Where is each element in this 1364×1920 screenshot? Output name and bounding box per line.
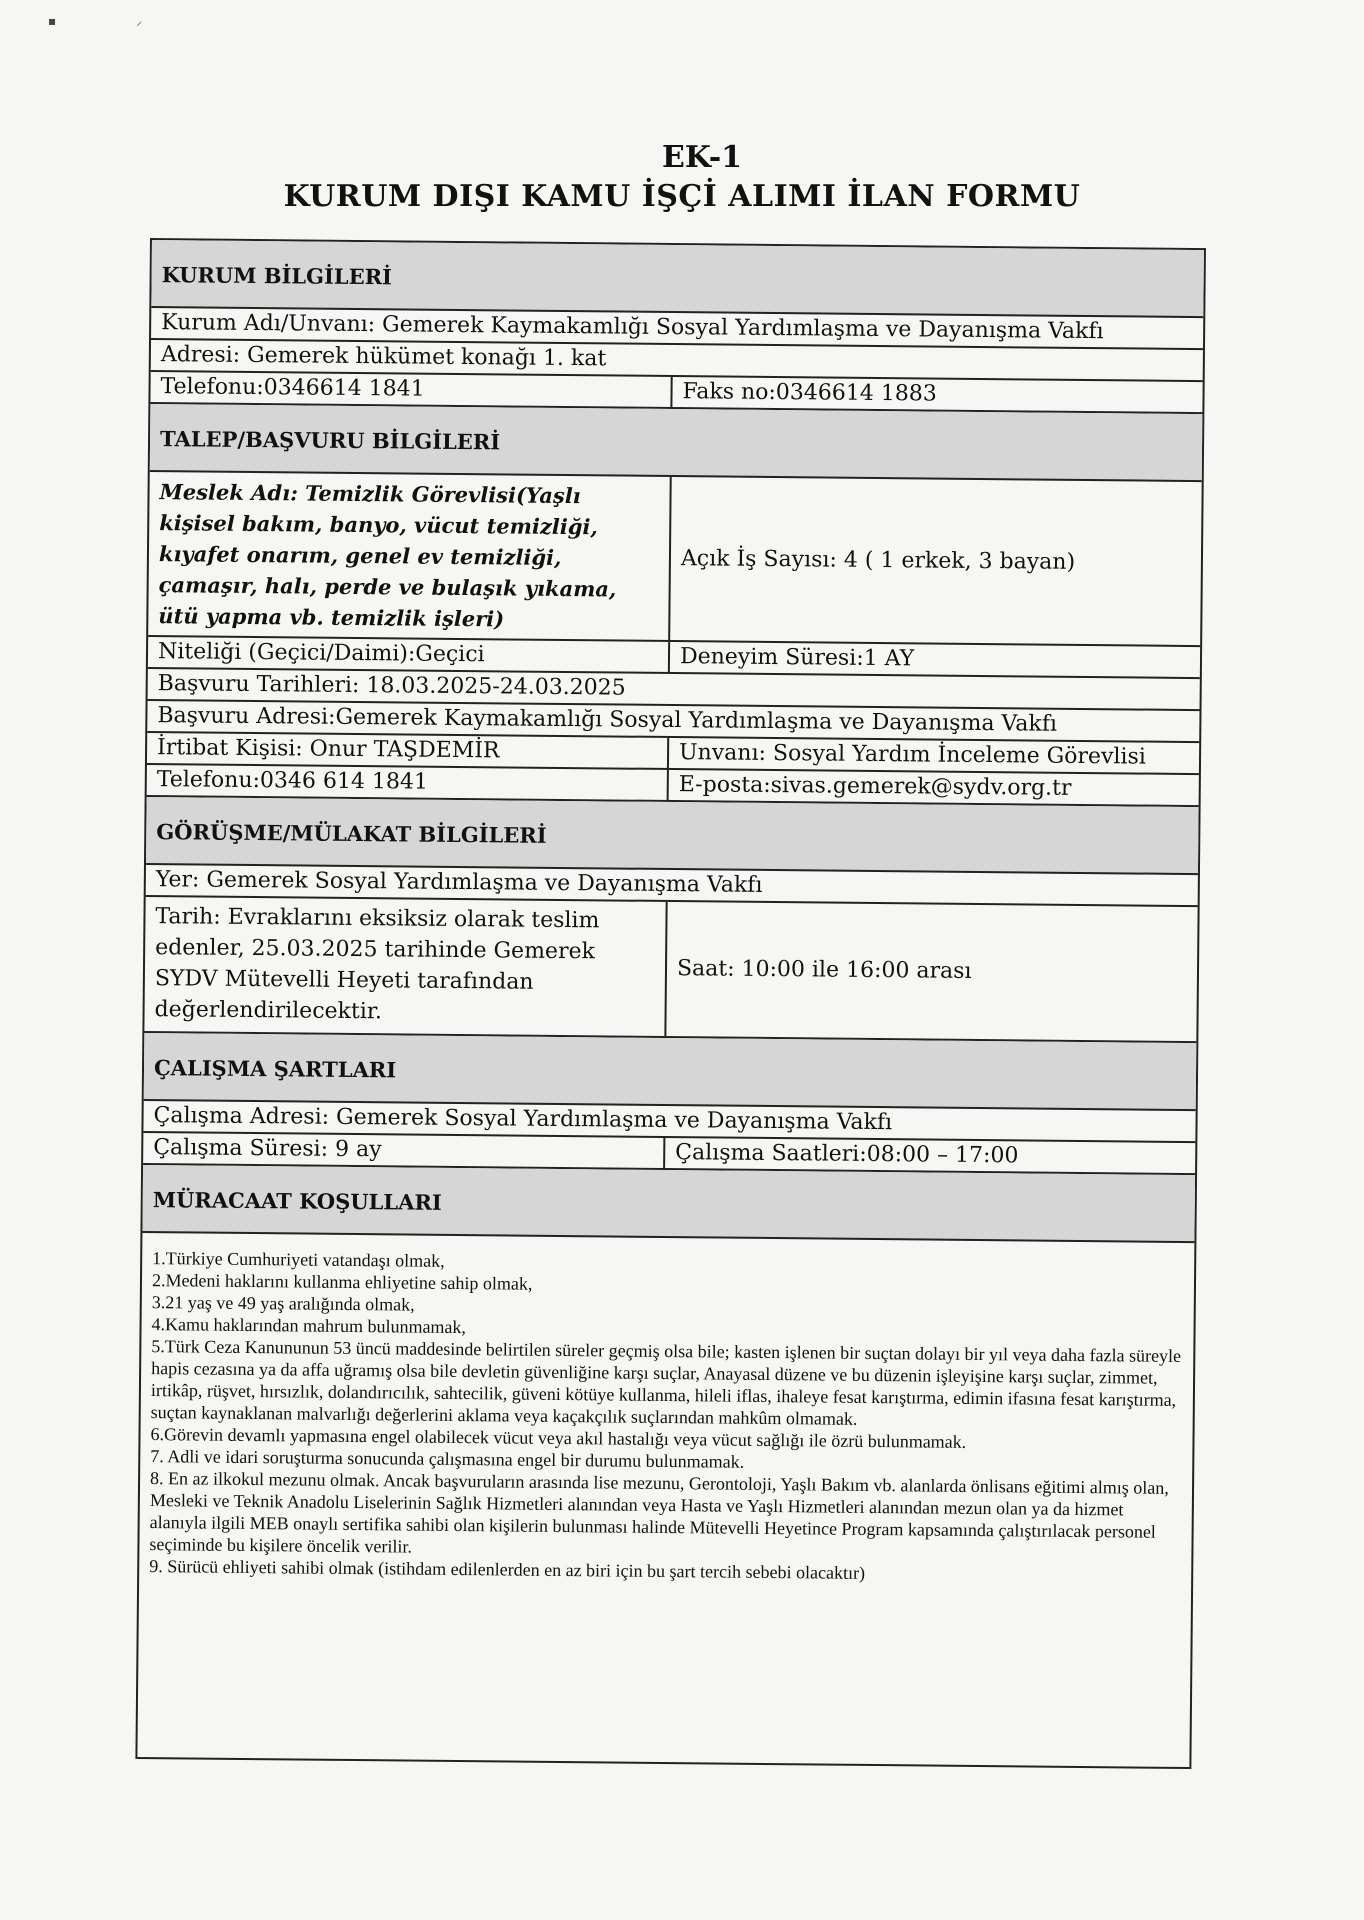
irtibat-unvan: Unvanı: Sosyal Yardım İnceleme Görevlisi — [678, 740, 1146, 770]
scan-specks: ▪ ⸝ — [48, 14, 143, 28]
calisma-suresi: Çalışma Süresi: 9 ay — [143, 1133, 665, 1168]
kosul-item: 9. Sürücü ehliyeti sahibi olmak (istihdam edilenlerden en az biri için bu şart tercih sebebi olacaktır) — [149, 1556, 866, 1583]
section-muracaat: MÜRACAAT KOŞULLARI — [142, 1165, 1195, 1243]
kosul-item: 4.Kamu haklarından mahrum bulunmamak, — [151, 1314, 467, 1338]
kosul-item: 7. Adli ve idari soruşturma sonucunda çalışmasına engel bir durumu bulunmamak. — [150, 1446, 745, 1472]
kurum-adi: Kurum Adı/Unvanı: Gemerek Kaymakamlığı Sosyal Yardımlaşma ve Dayanışma Vakfı — [161, 310, 1104, 345]
basvuru-tarihleri: Başvuru Tarihleri: 18.03.2025-24.03.2025 — [157, 671, 626, 701]
section-kurum: KURUM BİLGİLERİ — [151, 240, 1204, 318]
row-meslek — [148, 472, 1202, 647]
row-gorusme-tarih — [144, 897, 1197, 1043]
kurum-telefon: Telefonu:0346614 1841 — [150, 372, 672, 407]
form-title: KURUM DIŞI KAMU İŞÇİ ALIMI İLAN FORMU — [283, 179, 1081, 214]
irtibat-telefon: Telefonu:0346 614 1841 — [147, 765, 669, 800]
meslek-adi: Meslek Adı: Temizlik Görevlisi(Yaşlı kişisel bakım, banyo, vücut temizliği, kıyafet onarım, genel ev temizliği, çamaşır, halı, perde ve bulaşık yıkama, ütü yapma vb. temizlik işleri) — [148, 472, 672, 640]
deneyim-suresi: Deneyim Süresi:1 AY — [679, 644, 915, 672]
gorusme-tarih: Tarih: Evraklarını eksiksiz olarak teslim edenler, 25.03.2025 tarihinde Gemerek SYDV Mütevelli Heyeti tarafından değerlendirilecektir. — [144, 897, 667, 1036]
kosul-item: 2.Medeni haklarını kullanma ehliyetine sahip olmak, — [151, 1270, 533, 1294]
kosul-item: 6.Görevin devamlı yapmasına engel olabilecek vücut veya akıl hastalığı veya vücut sağlığı ile özrü bulunmamak. — [150, 1424, 967, 1452]
basvuru-adresi: Başvuru Adresi:Gemerek Kaymakamlığı Sosyal Yardımlaşma ve Dayanışma Vakfı — [157, 703, 1058, 737]
calisma-saatleri: Çalışma Saatleri:08:00 – 17:00 — [675, 1140, 1019, 1169]
niteligi: Niteliği (Geçici/Daimi):Geçici — [148, 637, 670, 672]
acik-is-sayisi: Açık İş Sayısı: 4 ( 1 erkek, 3 bayan) — [680, 545, 1076, 575]
kosul-item: 3.21 yaş ve 49 yaş aralığında olmak, — [151, 1292, 415, 1315]
kosul-item: 1.Türkiye Cumhuriyeti vatandaşı olmak, — [152, 1248, 445, 1271]
calisma-adresi: Çalışma Adresi: Gemerek Sosyal Yardımlaşma ve Dayanışma Vakfı — [153, 1103, 893, 1136]
section-talep: TALEP/BAŞVURU BİLGİLERİ — [150, 404, 1203, 482]
kosul-item: 8. En az ilkokul mezunu olmak. Ancak başvuruların arasında lise mezunu, Gerontoloji, Yaşlı Bakım vb. alanlarda önlisans eğitimi almış olan, Mesleki ve Teknik Anadolu Liselerinin Sağlık Hizmetleri alanından veya Hasta ve Yaşlı Hizmetleri alanından mezun olan ya da hizmet alanıyla ilgili MEB onaylı sertifika sahibi olan kişilerin bulunması halinde Mütevelli Heyetince Program kapsamında çalıştırılacak personel seçiminde bu kişilere öncelik verilir. — [149, 1468, 1169, 1557]
annex-title: EK-1 — [661, 140, 743, 175]
section-calisma: ÇALIŞMA ŞARTLARI — [144, 1033, 1197, 1111]
kosul-item: 5.Türk Ceza Kanununun 53 üncü maddesinde belirtilen süreler geçmiş olsa bile; kasten işlenen bir suçtan dolayı bir yıl veya daha fazla süreyle hapis cezasına ya da affa uğramış olsa bile devletin güvenliğine karşı suçlar, Anayasal düzene ve bu düzenin işleyişine karşı suçlar, zimmet, irtikâp, rüşvet, hırsızlık, dolandırıcılık, sahtecilik, güveni kötüye kullanma, hileli iflas, ihaleye fesat karıştırma, edimin ifasına fesat karıştırma, suçtan kaynaklanan malvarlığı değerlerini aklama veya kaçakçılık suçlarından mahkûm olmamak. — [150, 1336, 1182, 1429]
irtibat-kisisi: İrtibat Kişisi: Onur TAŞDEMİR — [147, 733, 669, 768]
irtibat-eposta: E-posta:sivas.gemerek@sydv.org.tr — [678, 772, 1072, 801]
gorusme-saat: Saat: 10:00 ile 16:00 arası — [676, 956, 972, 984]
announcement-form — [135, 238, 1206, 1769]
gorusme-yer: Yer: Gemerek Sosyal Yardımlaşma ve Dayanışma Vakfı — [155, 867, 763, 898]
section-gorusme: GÖRÜŞME/MÜLAKAT BİLGİLERİ — [146, 797, 1199, 875]
muracaat-kosullari — [137, 1233, 1194, 1769]
form-heading — [0, 140, 1364, 214]
kurum-adres: Adresi: Gemerek hükümet konağı 1. kat — [160, 342, 607, 372]
kurum-faks: Faks no:0346614 1883 — [682, 379, 937, 407]
